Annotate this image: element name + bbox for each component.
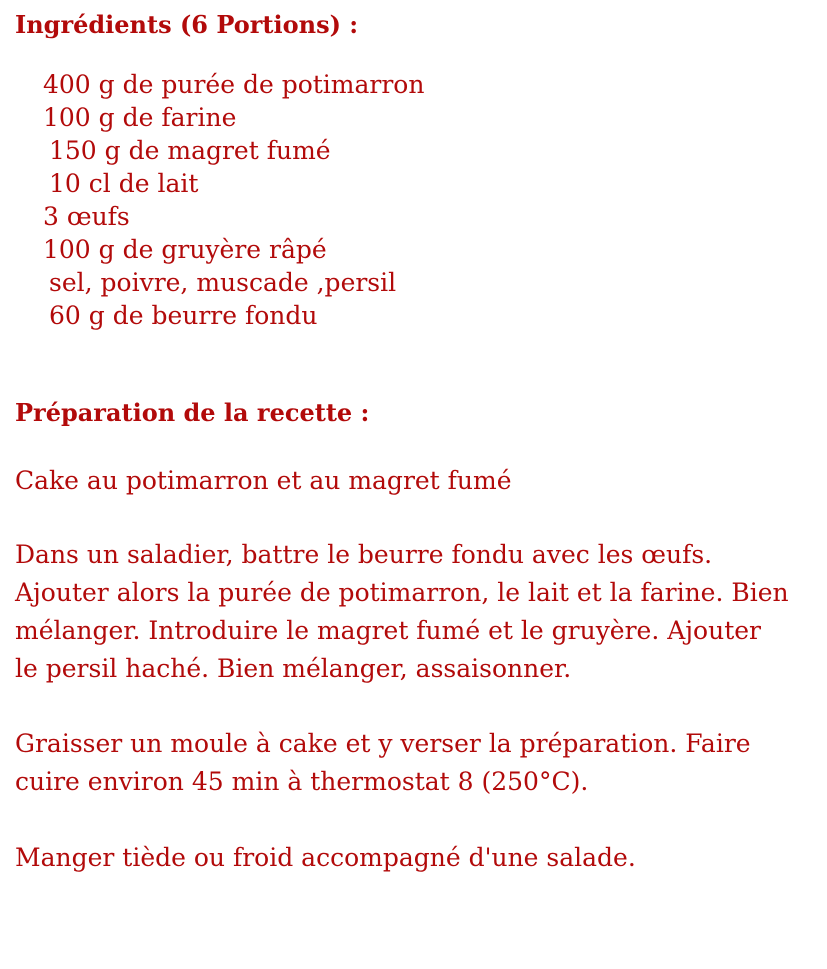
step-line: mélanger. Introduire le magret fumé et le gruyère. Ajouter — [15, 616, 761, 645]
ingredient-item: 400 g de purée de potimarron — [43, 70, 425, 99]
ingredient-item: 100 g de farine — [43, 103, 237, 132]
step-line: Graisser un moule à cake et y verser la préparation. Faire — [15, 729, 751, 758]
ingredient-item: 100 g de gruyère râpé — [43, 235, 327, 264]
preparation-step — [15, 839, 805, 877]
preparation-step — [15, 725, 805, 801]
ingredient-item: sel, poivre, muscade ,persil — [49, 268, 397, 297]
ingredients-heading: Ingrédients (6 Portions) : — [15, 10, 359, 39]
step-line: cuire environ 45 min à thermostat 8 (250°C). — [15, 767, 589, 796]
preparation-heading: Préparation de la recette : — [15, 398, 370, 427]
ingredients-list — [0, 68, 600, 332]
step-line: le persil haché. Bien mélanger, assaisonner. — [15, 654, 572, 683]
ingredient-item: 10 cl de lait — [49, 169, 199, 198]
ingredient-item: 60 g de beurre fondu — [49, 301, 318, 330]
recipe-title: Cake au potimarron et au magret fumé — [15, 466, 512, 495]
step-line: Manger tiède ou froid accompagné d'une salade. — [15, 843, 636, 872]
ingredient-item: 150 g de magret fumé — [49, 136, 331, 165]
step-line: Ajouter alors la purée de potimarron, le lait et la farine. Bien — [15, 578, 789, 607]
ingredient-item: 3 œufs — [43, 202, 130, 231]
preparation-step — [15, 536, 805, 688]
step-line: Dans un saladier, battre le beurre fondu avec les œufs. — [15, 540, 713, 569]
